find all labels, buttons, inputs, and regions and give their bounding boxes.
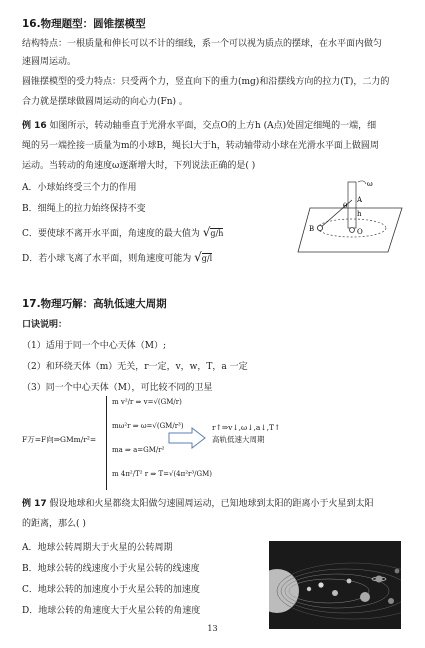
example-17-option-a: A．地球公转周期大于火星的公转周期 (22, 543, 173, 553)
example-17-option-b: B．地球公转的线速度小于火星公转的线速度 (22, 564, 200, 574)
conical-pendulum-diagram (296, 178, 408, 256)
label-a: A (357, 196, 363, 204)
rule-2: （2）和环绕天体（m）无关，r一定，v，w，T，a 一定 (22, 362, 248, 372)
formula-acceleration: ma ⇒ a=GM/r² (112, 446, 165, 454)
formula-angular-velocity: mω²r ⇒ ω=√(GM/r³) (112, 422, 184, 430)
result-relation: r↑⇒v↓,ω↓,a↓,T↑ (212, 423, 281, 432)
structure-line-2: 速圆周运动。 (22, 57, 77, 67)
option-d-text: D．若小球飞离了水平面，则角速度可能为 (22, 254, 192, 264)
example-16-line-1 (22, 120, 403, 133)
example-17-option-d: D．地球公转的角速度大于火星公转的角速度 (22, 606, 201, 616)
label-omega: ω (367, 180, 373, 188)
force-line-2: 合力就是摆球做圆周运动的向心力(Fn) 。 (22, 97, 188, 107)
rotation-axis (348, 182, 356, 228)
formula-velocity: m v²/r ⇒ v=√(GM/r) (112, 398, 182, 406)
structure-line-1: 结构特点：一根质量和伸长可以不计的细线，系一个可以视为质点的摆球，在水平面内做匀 (22, 39, 383, 49)
option-c-text: C．要使球不离开水平面，角速度的最大值为 (22, 229, 200, 239)
option-c-root: g/h (210, 229, 224, 238)
label-h: h (357, 210, 362, 218)
section-17-title: 17.物理巧解：高轨低速大周期 (22, 298, 167, 310)
example-17-line-1 (22, 498, 403, 511)
example-16-option-c (22, 226, 223, 241)
omega-arrow-icon (358, 181, 366, 184)
sqrt-sign-d: √ (194, 250, 202, 264)
page-number: 13 (207, 624, 218, 633)
example-16-line-2: 绳的另一端拴接一质量为m的小球B，绳长l大于h，转动轴带动小球在光滑水平面上做圆周 (22, 141, 379, 151)
example-17-label: 例 17 (22, 499, 47, 509)
result-motto: 高轨低速大周期 (212, 435, 265, 444)
example-16-option-a: A．小球始终受三个力的作用 (22, 183, 137, 193)
label-o: O (357, 228, 363, 236)
ball-b (317, 225, 322, 230)
example-17-line-2: 的距离，那么( ) (22, 519, 86, 529)
formula-period: m 4π²/T² r ⇒ T=√(4π²r³/GM) (112, 470, 213, 478)
label-theta: θ (343, 202, 348, 210)
example-16-option-d (22, 251, 212, 266)
result-summary (212, 422, 280, 446)
point-o (350, 228, 355, 233)
example-16-text-1: 如图所示，转动轴垂直于光滑水平面，交点O的上方h (A点)处固定细绳的一端，细 (49, 121, 377, 131)
example-16-line-3: 运动。当转动的角速度ω逐渐增大时，下列说法正确的是( ) (22, 161, 256, 171)
formula-lhs-text: F万=F向⇒G (22, 435, 66, 444)
right-arrow-icon (168, 427, 206, 449)
formula-lhs-eq: = (89, 435, 97, 444)
section-16-title: 16.物理题型：圆锥摆模型 (22, 18, 146, 30)
sqrt-sign-c: √ (202, 225, 211, 239)
rhyme-label: 口诀说明： (22, 320, 68, 330)
option-d-root: g/l (201, 254, 213, 263)
formula-brace (106, 396, 110, 490)
formula-lhs (22, 434, 96, 445)
formula-lhs-fraction: Mm/r² (65, 435, 90, 444)
label-b: B (309, 225, 315, 233)
example-17-option-c: C．地球公转的加速度小于火星公转的加速度 (22, 585, 200, 595)
solar-system-illustration (269, 541, 401, 629)
force-line-1: 圆锥摆模型的受力特点：只受两个力，竖直向下的重力(mg)和沿摆线方向的拉力(T)，二力的 (22, 77, 390, 87)
rule-1: （1）适用于同一个中心天体（M）; (22, 341, 166, 351)
example-17-text-1: 假设地球和火星都绕太阳做匀速圆周运动，已知地球到太阳的距离小于火星到太阳 (49, 499, 374, 509)
solar-system-image (269, 541, 401, 629)
rule-3: （3）同一个中心天体（M），可比较不同的卫星 (22, 383, 213, 393)
example-16-option-b: B．细绳上的拉力始终保持不变 (22, 204, 146, 214)
example-16-label: 例 16 (22, 121, 47, 131)
